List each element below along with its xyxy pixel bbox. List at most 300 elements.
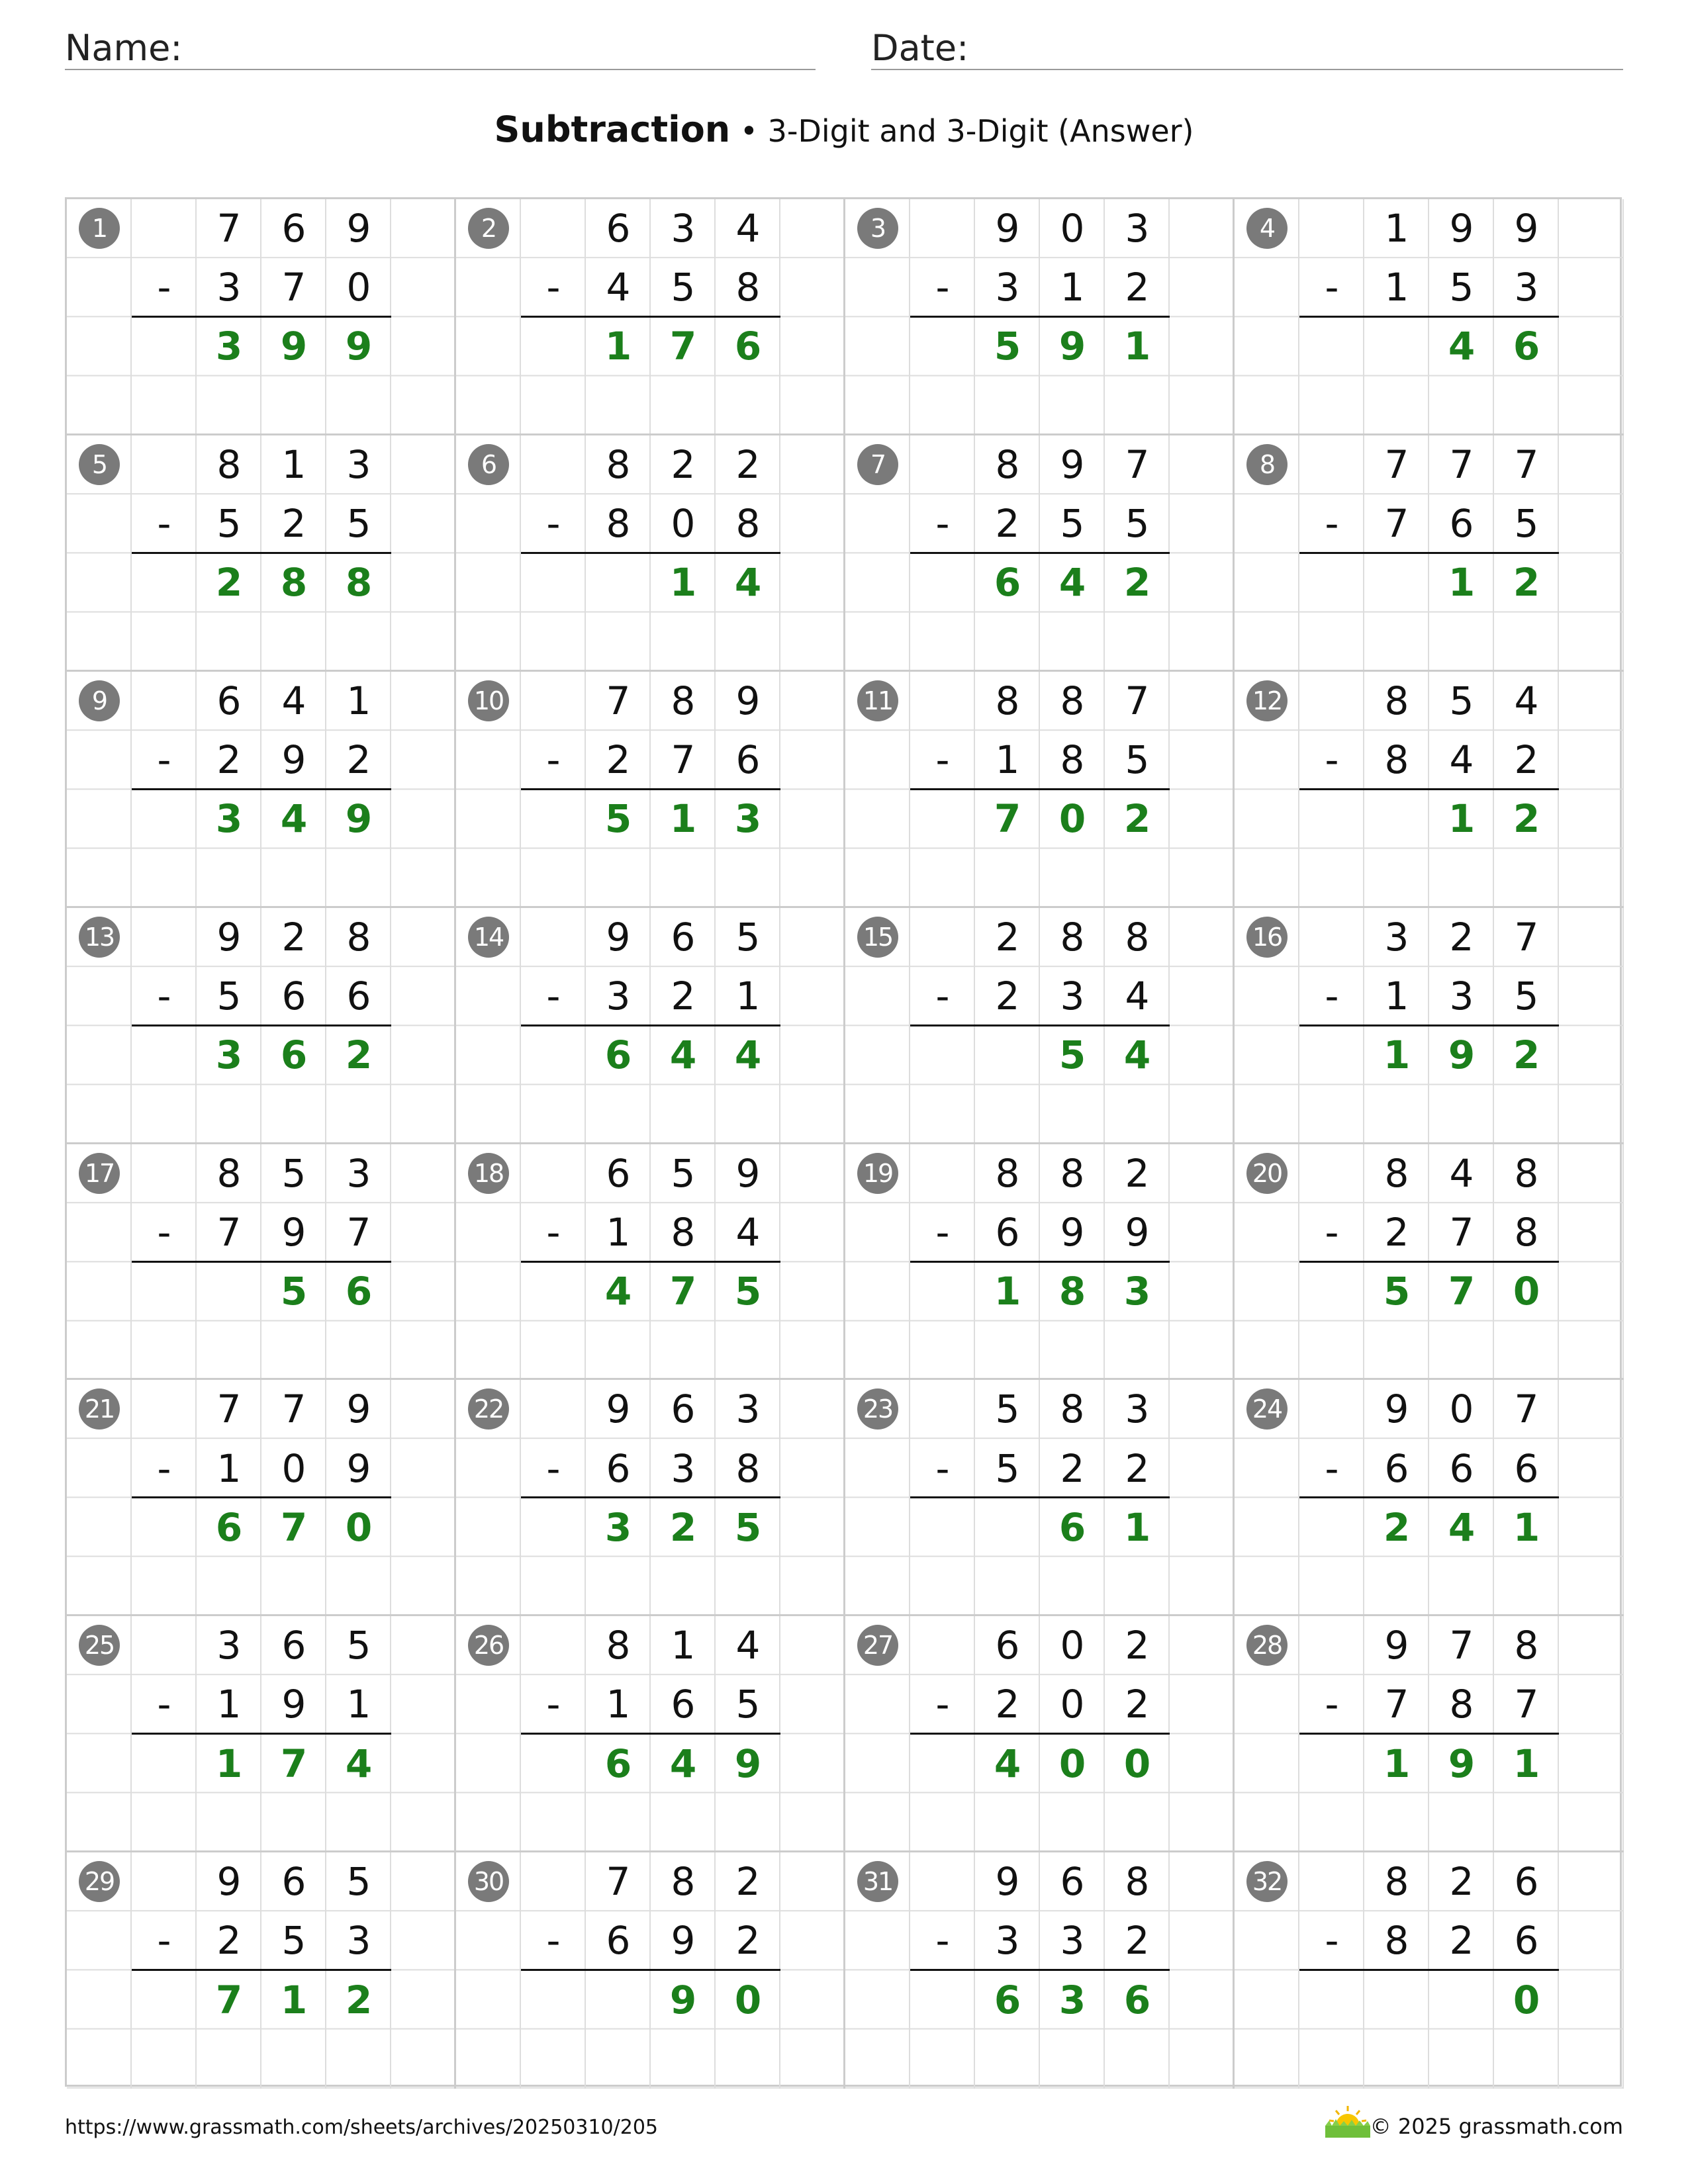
subtrahend-digit: 2 (216, 1918, 242, 1964)
minuend-digit: 3 (1125, 1387, 1150, 1432)
footer-url[interactable]: https://www.grassmath.com/sheets/archives/20250310/205 (65, 2116, 659, 2139)
answer-line (132, 316, 391, 318)
answer-digit: 8 (345, 560, 373, 606)
answer-digit: 2 (1513, 1032, 1540, 1078)
problem-cell (67, 199, 456, 435)
answer-digit: 6 (994, 560, 1021, 606)
question-number-badge: 25 (79, 1625, 120, 1666)
minus-sign: - (1325, 1918, 1339, 1964)
subtrahend-digit: 8 (1060, 737, 1085, 782)
footer-copyright: © 2025 grassmath.com (1370, 2114, 1623, 2139)
minuend-digit: 7 (1125, 678, 1150, 723)
subtrahend-digit: 1 (346, 1682, 371, 1727)
subtrahend-digit: 5 (1060, 501, 1085, 547)
problem-cell (845, 1852, 1235, 2089)
minuend-digit: 8 (1060, 1150, 1085, 1196)
answer-digit: 4 (734, 560, 762, 606)
minus-sign: - (935, 501, 950, 547)
subtrahend-digit: 8 (671, 1209, 696, 1255)
minuend-digit: 8 (1060, 914, 1085, 960)
answer-digit: 8 (1058, 1268, 1086, 1314)
minus-sign: - (546, 265, 561, 310)
subtrahend-digit: 6 (606, 1445, 631, 1491)
minus-sign: - (1325, 1682, 1339, 1727)
subtrahend-digit: 6 (1384, 1445, 1409, 1491)
minuend-digit: 3 (735, 1387, 761, 1432)
minuend-digit: 6 (281, 206, 306, 251)
minus-sign: - (157, 737, 171, 782)
answer-digit: 3 (1123, 1268, 1151, 1314)
problem-cell (67, 672, 456, 908)
minuend-digit: 2 (671, 441, 696, 487)
minuend-digit: 3 (1125, 206, 1150, 251)
minuend-digit: 2 (281, 914, 306, 960)
title-sub: • 3-Digit and 3-Digit (Answer) (730, 113, 1194, 149)
answer-digit: 6 (1513, 324, 1540, 369)
answer-digit: 1 (994, 1268, 1021, 1314)
subtrahend-digit: 3 (606, 973, 631, 1019)
subtrahend-digit: 6 (1449, 501, 1474, 547)
subtrahend-digit: 0 (671, 501, 696, 547)
minuend-digit: 6 (995, 1623, 1020, 1668)
minuend-digit: 8 (1060, 1387, 1085, 1432)
answer-line (521, 1733, 780, 1735)
subtrahend-digit: 5 (216, 973, 242, 1019)
subtrahend-digit: 9 (671, 1918, 696, 1964)
answer-digit: 4 (669, 1741, 697, 1786)
question-number-badge: 19 (857, 1153, 898, 1194)
answer-digit: 1 (669, 796, 697, 842)
answer-digit: 8 (280, 560, 308, 606)
minuend-digit: 8 (1384, 1150, 1409, 1196)
subtrahend-digit: 1 (216, 1682, 242, 1727)
minus-sign: - (1325, 265, 1339, 310)
answer-digit: 1 (1123, 324, 1151, 369)
subtrahend-digit: 7 (1384, 1682, 1409, 1727)
subtrahend-digit: 7 (281, 265, 306, 310)
question-number-badge: 26 (468, 1625, 509, 1666)
answer-digit: 4 (1123, 1032, 1151, 1078)
minuend-digit: 9 (995, 206, 1020, 251)
minus-sign: - (935, 973, 950, 1019)
minus-sign: - (1325, 1445, 1339, 1491)
problem-cell (456, 435, 845, 672)
minuend-digit: 3 (216, 1623, 242, 1668)
problem-cell (845, 672, 1235, 908)
answer-digit: 5 (734, 1504, 762, 1550)
subtrahend-digit: 3 (1514, 265, 1539, 310)
subtrahend-digit: 9 (281, 737, 306, 782)
answer-line (521, 552, 780, 554)
answer-line (521, 1261, 780, 1263)
subtrahend-digit: 7 (671, 737, 696, 782)
answer-digit: 6 (215, 1504, 243, 1550)
answer-digit: 9 (1448, 1032, 1476, 1078)
minuend-digit: 6 (606, 1150, 631, 1196)
minuend-digit: 6 (671, 914, 696, 960)
question-number-badge: 9 (79, 680, 120, 721)
answer-digit: 0 (345, 1504, 373, 1550)
answer-digit: 0 (1513, 1977, 1540, 2023)
minuend-digit: 7 (281, 1387, 306, 1432)
subtrahend-digit: 8 (1384, 737, 1409, 782)
minuend-digit: 7 (216, 206, 242, 251)
subtrahend-digit: 2 (995, 501, 1020, 547)
problem-cell (845, 199, 1235, 435)
minuend-digit: 9 (995, 1859, 1020, 1905)
minuend-digit: 8 (216, 441, 242, 487)
date-label: Date: (871, 27, 969, 69)
subtrahend-digit: 2 (1514, 737, 1539, 782)
minuend-digit: 8 (606, 441, 631, 487)
subtrahend-digit: 1 (606, 1209, 631, 1255)
subtrahend-digit: 8 (735, 501, 761, 547)
answer-line (521, 1024, 780, 1026)
subtrahend-digit: 9 (1060, 1209, 1085, 1255)
subtrahend-digit: 3 (216, 265, 242, 310)
answer-digit: 1 (669, 560, 697, 606)
minus-sign: - (1325, 501, 1339, 547)
question-number-badge: 23 (857, 1388, 898, 1430)
answer-digit: 3 (215, 796, 243, 842)
subtrahend-digit: 2 (281, 501, 306, 547)
subtrahend-digit: 4 (735, 1209, 761, 1255)
problem-cell (67, 435, 456, 672)
subtrahend-digit: 2 (1125, 1682, 1150, 1727)
subtrahend-digit: 9 (281, 1209, 306, 1255)
minuend-digit: 9 (1514, 206, 1539, 251)
minuend-digit: 8 (671, 678, 696, 723)
minus-sign: - (546, 1918, 561, 1964)
problem-cell (456, 1144, 845, 1381)
subtrahend-digit: 3 (1060, 1918, 1085, 1964)
subtrahend-digit: 2 (995, 1682, 1020, 1727)
answer-line (132, 1969, 391, 1971)
answer-digit: 4 (1058, 560, 1086, 606)
question-number-badge: 29 (79, 1861, 120, 1902)
question-number-badge: 4 (1246, 208, 1288, 249)
minus-sign: - (157, 1918, 171, 1964)
answer-line (521, 788, 780, 790)
minuend-digit: 3 (346, 441, 371, 487)
question-number-badge: 32 (1246, 1861, 1288, 1902)
problem-cell (845, 1380, 1235, 1616)
problem-cell (456, 1380, 845, 1616)
subtrahend-digit: 5 (346, 501, 371, 547)
answer-digit: 5 (280, 1268, 308, 1314)
answer-digit: 9 (1058, 324, 1086, 369)
answer-digit: 5 (994, 324, 1021, 369)
minuend-digit: 5 (1449, 678, 1474, 723)
subtrahend-digit: 2 (606, 737, 631, 782)
subtrahend-digit: 2 (1384, 1209, 1409, 1255)
answer-digit: 6 (1058, 1504, 1086, 1550)
answer-digit: 1 (215, 1741, 243, 1786)
minuend-digit: 9 (606, 1387, 631, 1432)
subtrahend-digit: 4 (1449, 737, 1474, 782)
answer-digit: 9 (734, 1741, 762, 1786)
minuend-digit: 5 (281, 1150, 306, 1196)
minuend-digit: 9 (346, 1387, 371, 1432)
minuend-digit: 6 (216, 678, 242, 723)
answer-digit: 1 (1513, 1504, 1540, 1550)
question-number-badge: 10 (468, 680, 509, 721)
problem-cell (1235, 1380, 1624, 1616)
subtrahend-digit: 8 (1384, 1918, 1409, 1964)
subtrahend-digit: 8 (1514, 1209, 1539, 1255)
minuend-digit: 8 (671, 1859, 696, 1905)
problem-cell (845, 435, 1235, 672)
answer-digit: 6 (994, 1977, 1021, 2023)
subtrahend-digit: 4 (1125, 973, 1150, 1019)
question-number-badge: 12 (1246, 680, 1288, 721)
answer-digit: 2 (345, 1977, 373, 2023)
subtrahend-digit: 3 (995, 265, 1020, 310)
problem-cell (1235, 1144, 1624, 1381)
answer-digit: 5 (1383, 1268, 1411, 1314)
answer-line (910, 788, 1170, 790)
minuend-digit: 9 (216, 1859, 242, 1905)
minuend-digit: 5 (735, 914, 761, 960)
subtrahend-digit: 2 (346, 737, 371, 782)
answer-digit: 3 (734, 796, 762, 842)
subtrahend-digit: 7 (1514, 1682, 1539, 1727)
answer-line (132, 788, 391, 790)
minuend-digit: 9 (346, 206, 371, 251)
subtrahend-digit: 1 (216, 1445, 242, 1491)
answer-digit: 4 (345, 1741, 373, 1786)
question-number-badge: 16 (1246, 917, 1288, 958)
minuend-digit: 4 (281, 678, 306, 723)
answer-digit: 1 (604, 324, 632, 369)
answer-line (132, 1733, 391, 1735)
problem-grid (65, 197, 1622, 2087)
answer-digit: 4 (1448, 1504, 1476, 1550)
minuend-digit: 9 (1060, 441, 1085, 487)
minuend-digit: 2 (1449, 1859, 1474, 1905)
minus-sign: - (1325, 1209, 1339, 1255)
minuend-digit: 9 (1384, 1387, 1409, 1432)
minuend-digit: 7 (1514, 914, 1539, 960)
problem-cell (456, 1852, 845, 2089)
minus-sign: - (546, 1682, 561, 1727)
minuend-digit: 9 (606, 914, 631, 960)
answer-digit: 2 (1383, 1504, 1411, 1550)
minus-sign: - (935, 1682, 950, 1727)
answer-line (1299, 1261, 1559, 1263)
minus-sign: - (546, 1445, 561, 1491)
minus-sign: - (157, 1445, 171, 1491)
question-number-badge: 14 (468, 917, 509, 958)
minuend-digit: 0 (1060, 206, 1085, 251)
minuend-digit: 5 (346, 1623, 371, 1668)
minus-sign: - (157, 1209, 171, 1255)
question-number-badge: 8 (1246, 444, 1288, 485)
answer-line (1299, 316, 1559, 318)
minus-sign: - (1325, 973, 1339, 1019)
minuend-digit: 7 (1125, 441, 1150, 487)
answer-digit: 0 (1058, 1741, 1086, 1786)
minuend-digit: 4 (735, 1623, 761, 1668)
question-number-badge: 1 (79, 208, 120, 249)
answer-line (132, 1024, 391, 1026)
minuend-digit: 7 (1449, 441, 1474, 487)
subtrahend-digit: 1 (1384, 265, 1409, 310)
answer-digit: 1 (1448, 560, 1476, 606)
minuend-digit: 8 (606, 1623, 631, 1668)
minus-sign: - (546, 737, 561, 782)
minuend-digit: 8 (346, 914, 371, 960)
problem-cell (456, 672, 845, 908)
answer-line (1299, 552, 1559, 554)
answer-digit: 4 (604, 1268, 632, 1314)
minuend-digit: 4 (735, 206, 761, 251)
question-number-badge: 11 (857, 680, 898, 721)
minuend-digit: 8 (1125, 914, 1150, 960)
subtrahend-digit: 2 (995, 973, 1020, 1019)
subtrahend-digit: 8 (735, 1445, 761, 1491)
answer-digit: 0 (1123, 1741, 1151, 1786)
problem-cell (1235, 908, 1624, 1144)
minuend-digit: 5 (346, 1859, 371, 1905)
minuend-digit: 2 (1449, 914, 1474, 960)
subtrahend-digit: 2 (1125, 1445, 1150, 1491)
question-number-badge: 30 (468, 1861, 509, 1902)
answer-digit: 1 (1383, 1741, 1411, 1786)
subtrahend-digit: 7 (1384, 501, 1409, 547)
answer-digit: 6 (280, 1032, 308, 1078)
minuend-digit: 6 (1514, 1859, 1539, 1905)
subtrahend-digit: 7 (216, 1209, 242, 1255)
answer-digit: 4 (280, 796, 308, 842)
answer-digit: 9 (345, 324, 373, 369)
answer-digit: 1 (1448, 796, 1476, 842)
problem-cell (67, 1852, 456, 2089)
answer-digit: 9 (669, 1977, 697, 2023)
subtrahend-digit: 9 (1125, 1209, 1150, 1255)
minuend-digit: 9 (735, 678, 761, 723)
question-number-badge: 3 (857, 208, 898, 249)
subtrahend-digit: 3 (995, 1918, 1020, 1964)
answer-digit: 1 (1123, 1504, 1151, 1550)
minuend-digit: 8 (1514, 1150, 1539, 1196)
answer-line (910, 316, 1170, 318)
subtrahend-digit: 8 (606, 501, 631, 547)
minuend-digit: 2 (995, 914, 1020, 960)
answer-digit: 3 (215, 1032, 243, 1078)
subtrahend-digit: 2 (735, 1918, 761, 1964)
subtrahend-digit: 5 (671, 265, 696, 310)
minuend-digit: 9 (1384, 1623, 1409, 1668)
problem-cell (1235, 435, 1624, 672)
problem-cell (845, 1616, 1235, 1852)
minuend-digit: 1 (281, 441, 306, 487)
question-number-badge: 24 (1246, 1388, 1288, 1430)
answer-line (910, 552, 1170, 554)
minus-sign: - (546, 973, 561, 1019)
subtrahend-digit: 2 (1125, 1918, 1150, 1964)
subtrahend-digit: 6 (281, 973, 306, 1019)
subtrahend-digit: 1 (1384, 973, 1409, 1019)
answer-digit: 0 (1513, 1268, 1540, 1314)
answer-digit: 0 (734, 1977, 762, 2023)
answer-digit: 3 (215, 324, 243, 369)
answer-digit: 3 (604, 1504, 632, 1550)
worksheet-title (0, 106, 1688, 155)
answer-digit: 9 (1448, 1741, 1476, 1786)
answer-digit: 2 (215, 560, 243, 606)
minuend-digit: 3 (671, 206, 696, 251)
answer-line (1299, 1733, 1559, 1735)
minuend-digit: 7 (1514, 441, 1539, 487)
minuend-digit: 1 (671, 1623, 696, 1668)
answer-line (1299, 1024, 1559, 1026)
answer-digit: 6 (604, 1032, 632, 1078)
minuend-digit: 6 (281, 1623, 306, 1668)
problem-cell (456, 1616, 845, 1852)
minus-sign: - (546, 501, 561, 547)
question-number-badge: 18 (468, 1153, 509, 1194)
minuend-digit: 8 (995, 1150, 1020, 1196)
minuend-digit: 8 (1060, 678, 1085, 723)
answer-line (1299, 1496, 1559, 1498)
subtrahend-digit: 7 (346, 1209, 371, 1255)
minus-sign: - (935, 265, 950, 310)
problem-cell (1235, 1616, 1624, 1852)
answer-digit: 6 (1123, 1977, 1151, 2023)
minuend-digit: 9 (216, 914, 242, 960)
problem-cell (67, 1380, 456, 1616)
minus-sign: - (935, 737, 950, 782)
minuend-digit: 6 (1060, 1859, 1085, 1905)
answer-digit: 9 (345, 796, 373, 842)
answer-digit: 2 (1513, 560, 1540, 606)
minuend-digit: 8 (995, 441, 1020, 487)
minus-sign: - (157, 973, 171, 1019)
date-field[interactable] (871, 24, 1623, 70)
answer-line (521, 316, 780, 318)
minuend-digit: 8 (216, 1150, 242, 1196)
subtrahend-digit: 3 (1060, 973, 1085, 1019)
answer-line (910, 1024, 1170, 1026)
minuend-digit: 2 (735, 441, 761, 487)
minuend-digit: 8 (1514, 1623, 1539, 1668)
question-number-badge: 21 (79, 1388, 120, 1430)
answer-digit: 7 (1448, 1268, 1476, 1314)
subtrahend-digit: 3 (346, 1918, 371, 1964)
minuend-digit: 3 (1384, 914, 1409, 960)
answer-line (521, 1969, 780, 1971)
answer-digit: 3 (1058, 1977, 1086, 2023)
subtrahend-digit: 2 (1060, 1445, 1085, 1491)
subtrahend-digit: 2 (1449, 1918, 1474, 1964)
answer-digit: 4 (734, 1032, 762, 1078)
answer-digit: 7 (215, 1977, 243, 2023)
subtrahend-digit: 3 (1449, 973, 1474, 1019)
minuend-digit: 5 (995, 1387, 1020, 1432)
subtrahend-digit: 1 (995, 737, 1020, 782)
minus-sign: - (1325, 737, 1339, 782)
subtrahend-digit: 5 (735, 1682, 761, 1727)
question-number-badge: 7 (857, 444, 898, 485)
minuend-digit: 2 (735, 1859, 761, 1905)
subtrahend-digit: 5 (281, 1918, 306, 1964)
problem-cell (1235, 199, 1624, 435)
answer-digit: 7 (669, 324, 697, 369)
subtrahend-digit: 0 (1060, 1682, 1085, 1727)
minuend-digit: 1 (1384, 206, 1409, 251)
name-field[interactable] (65, 24, 816, 70)
